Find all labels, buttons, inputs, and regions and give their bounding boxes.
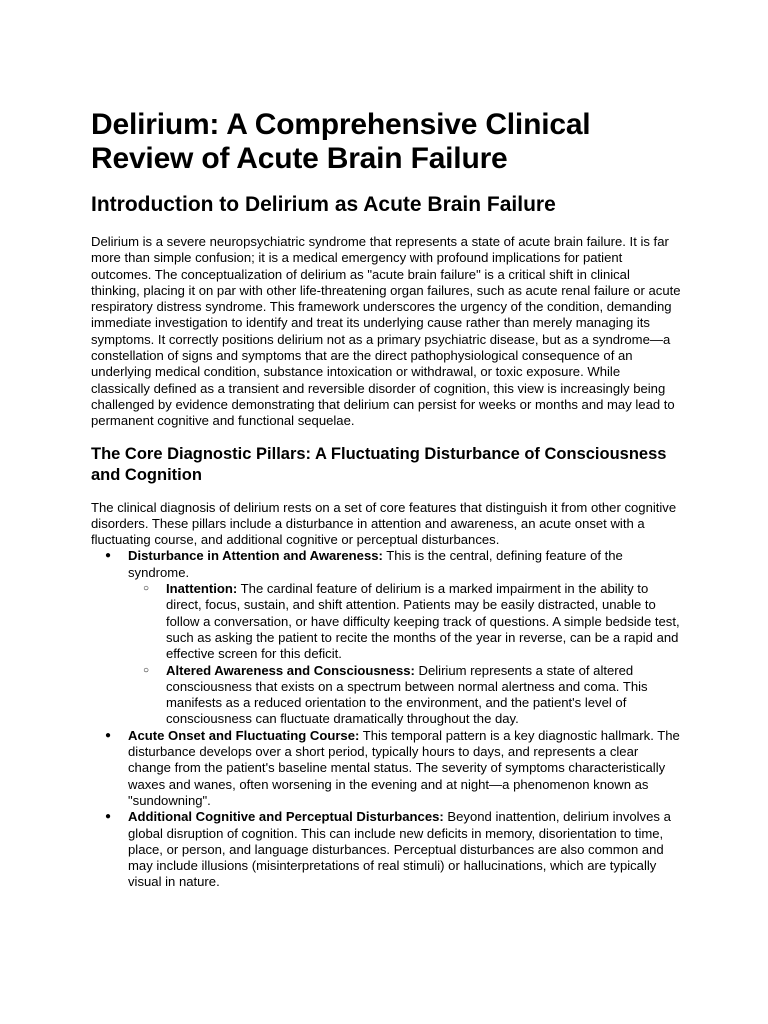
sublist-item-inattention: [128, 581, 681, 662]
list-item-additional-disturbances: [91, 809, 681, 890]
list-item-label: Disturbance in Attention and Awareness:: [128, 548, 383, 564]
section-paragraph-introduction: Delirium is a severe neuropsychiatric syndrome that represents a state of acute brain failure. It is far more than simple confusion; it is a medical emergency with profound implications for patient outcomes. The conceptualization of delirium as "acute brain failure" is a critical shift in clinical thinking, placing it on par with other life-threatening organ failures, such as acute renal failure or acute respiratory distress syndrome. This framework underscores the urgency of the condition, demanding immediate investigation to identify and treat its underlying cause rather than merely managing its symptoms. It correctly positions delirium not as a primary psychiatric disease, but as a syndrome—a constellation of signs and symptoms that are the direct pathophysiological consequence of an underlying medical condition, substance intoxication or withdrawal, or toxic exposure. While classically defined as a transient and reversible disorder of cognition, this view is increasingly being challenged by evidence demonstrating that delirium can persist for weeks or months and may lead to permanent cognitive and functional sequelae.: [91, 234, 681, 429]
list-item-text: This temporal pattern is a key diagnostic hallmark. The disturbance develops over a short period, typically hours to days, and represents a clear change from the patient's baseline mental status. The severity of symptoms characteristically waxes and wanes, often worsening in the evening and at night—a phenomenon known as "sundowning".: [128, 727, 680, 808]
list-item-label: Acute Onset and Fluctuating Course:: [128, 727, 360, 743]
list-item-text: This is the central, defining feature of the syndrome.: [128, 548, 623, 580]
sublist-item-label: Altered Awareness and Consciousness:: [166, 662, 415, 678]
document-title: Delirium: A Comprehensive Clinical Review of Acute Brain Failure: [91, 108, 591, 175]
sublist-item-text: Delirium represents a state of altered consciousness that exists on a spectrum between normal alertness and coma. This manifests as a reduced orientation to the environment, and the patient's level of consciousness can fluctuate dramatically throughout the day.: [166, 662, 648, 727]
document-page: [91, 108, 681, 891]
sublist-item-label: Inattention:: [166, 581, 238, 597]
list-item-acute-onset: [91, 728, 681, 809]
attention-awareness-sublist: [128, 581, 681, 728]
diagnostic-pillars-list: [91, 548, 681, 890]
sublist-item-altered-awareness: [128, 663, 681, 728]
sublist-item-text: The cardinal feature of delirium is a marked impairment in the ability to direct, focus, sustain, and shift attention. Patients may be easily distracted, unable to follow a conversation, or have difficulty keeping track of questions. A simple bedside test, such as asking the patient to recite the months of the year in reverse, can be a rapid and effective screen for this deficit.: [166, 581, 680, 662]
list-item-attention-awareness: [91, 548, 681, 727]
section-heading-introduction: Introduction to Delirium as Acute Brain Failure: [91, 193, 556, 216]
section-heading-diagnostic-pillars: The Core Diagnostic Pillars: A Fluctuating Disturbance of Consciousness and Cognition: [91, 444, 667, 484]
list-item-label: Additional Cognitive and Perceptual Disturbances:: [128, 809, 444, 825]
list-item-text: Beyond inattention, delirium involves a global disruption of cognition. This can include new deficits in memory, disorientation to time, place, or person, and language disturbances. Perceptual disturbances are also common and may include illusions (misinterpretations of real stimuli) or hallucinations, which are typically visual in nature.: [128, 809, 671, 890]
section-paragraph-diagnostic-pillars: The clinical diagnosis of delirium rests on a set of core features that distinguish it from other cognitive disorders. These pillars include a disturbance in attention and awareness, an acute onset with a fluctuating course, and additional cognitive or perceptual disturbances.: [91, 499, 677, 548]
